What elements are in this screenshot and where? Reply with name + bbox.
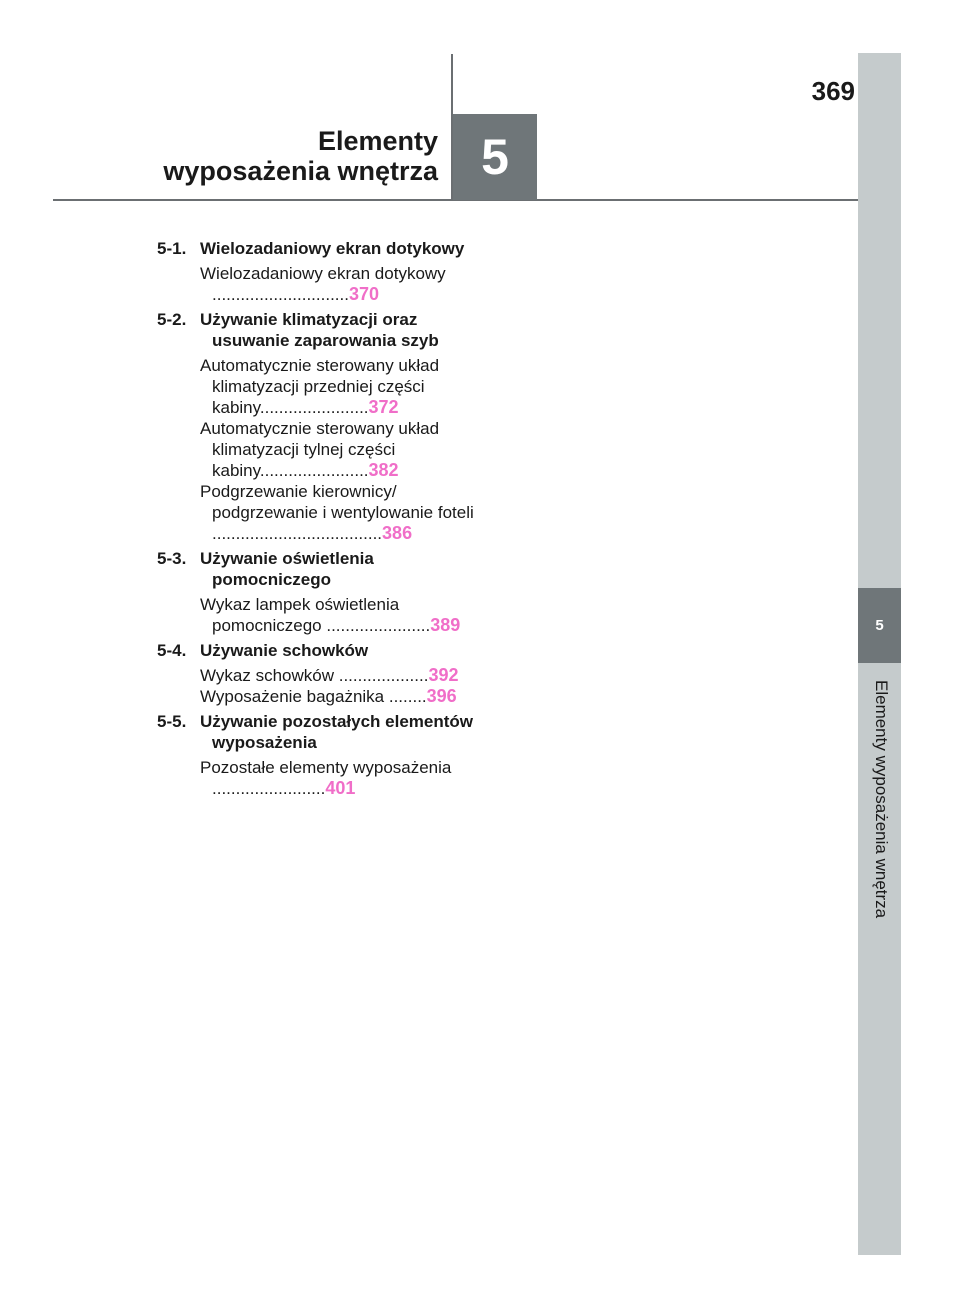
section-title[interactable]: Używanie oświetlenia pomocniczego <box>200 549 374 589</box>
toc-entry[interactable] <box>200 418 489 481</box>
entry-text: Wykaz lampek oświetlenia pomocniczego ...................... <box>200 595 431 635</box>
entry-text: Podgrzewanie kierownicy/ podgrzewanie i wentylowanie foteli .................................... <box>200 482 474 543</box>
chapter-title <box>100 126 438 186</box>
chapter-title-line1: Elementy <box>317 126 438 156</box>
page-link[interactable]: 372 <box>368 397 399 417</box>
table-of-contents <box>157 238 487 799</box>
page-link[interactable]: 396 <box>426 686 457 706</box>
toc-entry[interactable] <box>200 594 489 636</box>
section-number: 5-4. <box>157 641 187 660</box>
page-link[interactable]: 386 <box>382 523 413 543</box>
toc-entry[interactable] <box>200 263 489 305</box>
page-number: 369 <box>811 76 855 106</box>
entry-text: Wielozadaniowy ekran dotykowy ............................. <box>200 264 446 304</box>
page-link[interactable]: 401 <box>325 778 356 798</box>
side-tab-label: Elementy wyposażenia wnętrza <box>872 680 891 919</box>
toc-entry[interactable] <box>200 355 489 418</box>
section-title[interactable]: Używanie pozostałych elementów wyposażenia <box>200 712 474 752</box>
side-tab-number: 5 <box>858 588 901 663</box>
entry-text: Wyposażenie bagażnika ........ <box>200 687 427 706</box>
entry-text: Automatycznie sterowany układ klimatyzacji tylnej części kabiny....................... <box>200 419 440 480</box>
section-title[interactable]: Wielozadaniowy ekran dotykowy <box>200 239 465 258</box>
toc-section-5-4 <box>157 640 487 661</box>
toc-section-5-3 <box>157 548 487 590</box>
entry-text: Automatycznie sterowany układ klimatyzacji przedniej części kabiny....................... <box>200 356 440 417</box>
page-link[interactable]: 370 <box>348 284 380 304</box>
toc-entry[interactable] <box>200 665 489 686</box>
section-title[interactable]: Używanie klimatyzacji oraz usuwanie zaparowania szyb <box>200 310 439 350</box>
toc-section-5-1 <box>157 238 487 259</box>
page-link[interactable]: 392 <box>428 665 459 685</box>
entry-text: Wykaz schowków ................... <box>200 666 429 685</box>
section-number: 5-3. <box>157 549 187 568</box>
toc-entry[interactable] <box>200 686 489 707</box>
page-link[interactable]: 382 <box>368 460 399 480</box>
section-number: 5-2. <box>157 310 187 329</box>
page-link[interactable]: 389 <box>430 615 461 635</box>
toc-entry[interactable] <box>200 481 489 544</box>
chapter-number-box: 5 <box>453 114 537 200</box>
section-title[interactable]: Używanie schowków <box>200 641 369 660</box>
chapter-title-line2: wyposażenia wnętrza <box>163 156 438 186</box>
entry-text: Pozostałe elementy wyposażenia ........................ <box>200 758 452 798</box>
toc-section-5-2 <box>157 309 487 351</box>
section-number: 5-5. <box>157 712 187 731</box>
section-number: 5-1. <box>157 239 187 258</box>
toc-section-5-5 <box>157 711 487 753</box>
toc-entry[interactable] <box>200 757 489 799</box>
